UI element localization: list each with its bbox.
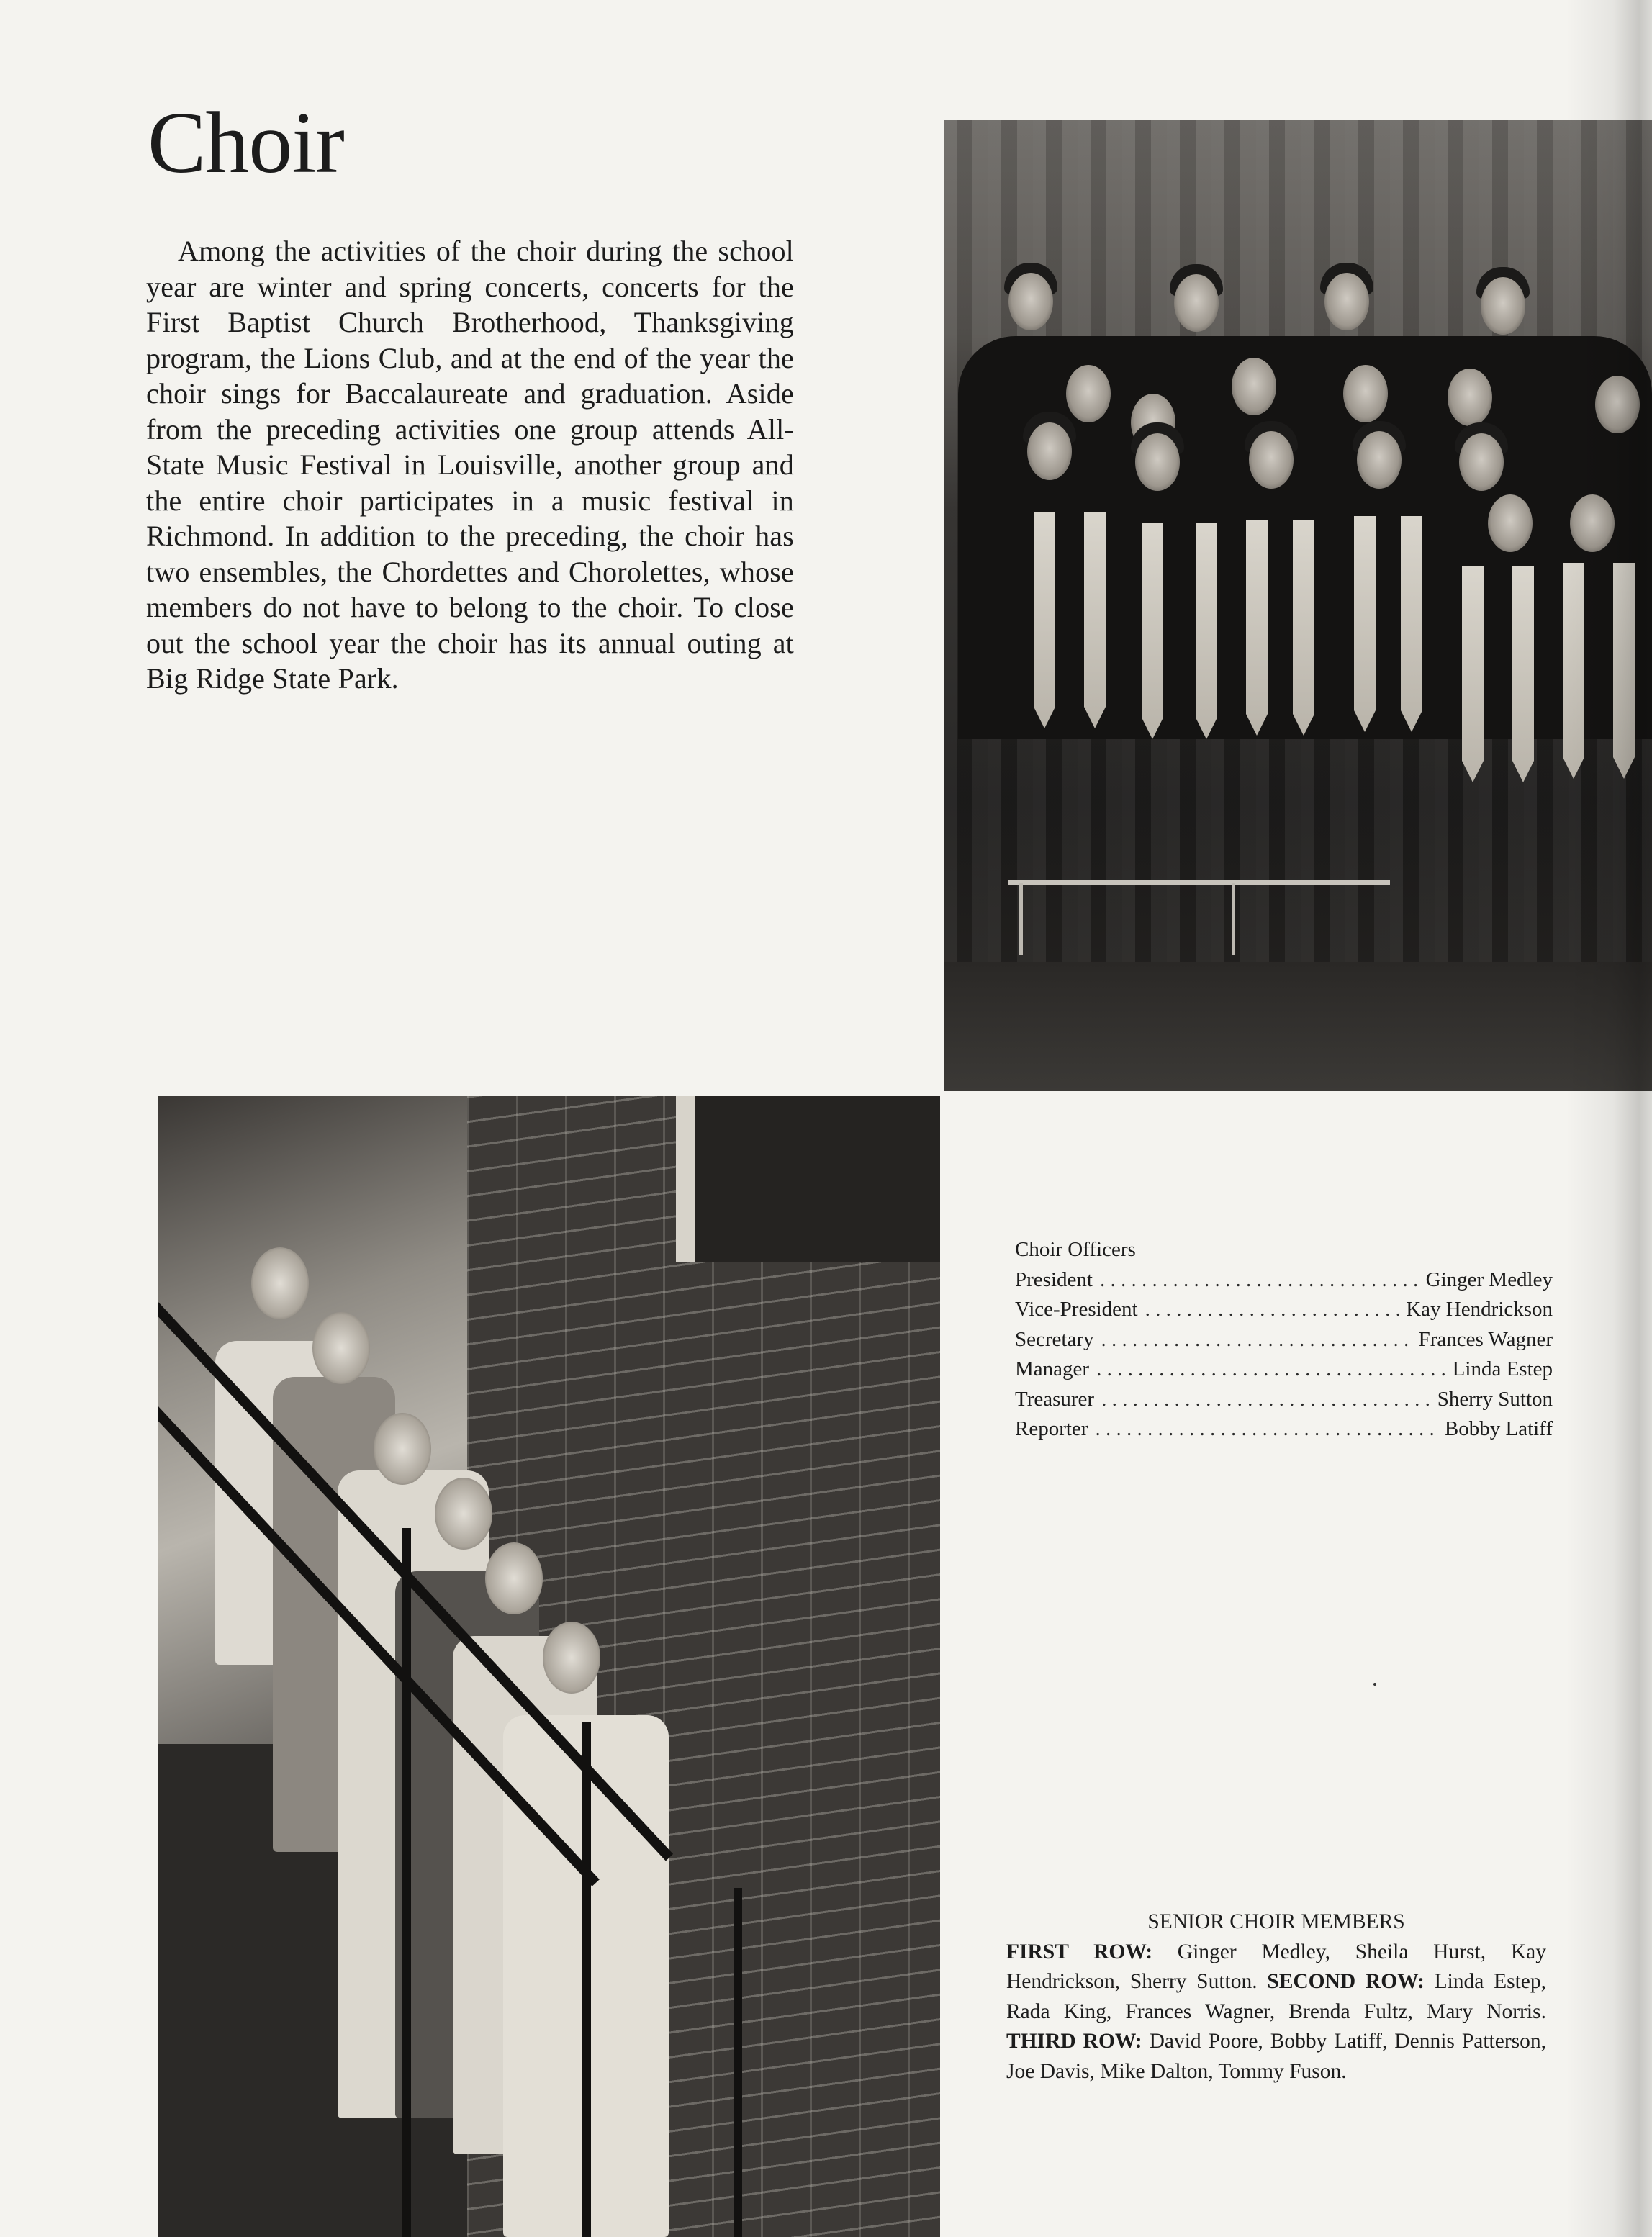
photo-head bbox=[485, 1542, 543, 1614]
photo-stole bbox=[1512, 566, 1534, 782]
photo-face bbox=[1174, 274, 1219, 332]
photo-stole bbox=[1084, 512, 1106, 728]
photo-head bbox=[374, 1413, 431, 1485]
photo-face bbox=[1481, 277, 1525, 335]
photo-head bbox=[312, 1312, 370, 1384]
officers-heading: Choir Officers bbox=[1015, 1238, 1136, 1261]
officer-row bbox=[1015, 1414, 1553, 1445]
photo-head bbox=[543, 1622, 600, 1694]
dot-leader bbox=[1096, 1355, 1448, 1385]
photo-face bbox=[1357, 431, 1402, 489]
officer-name: Frances Wagner bbox=[1418, 1327, 1553, 1351]
photo-stole bbox=[1293, 520, 1314, 736]
officer-role: Secretary bbox=[1015, 1327, 1094, 1351]
photo-stole bbox=[1246, 520, 1268, 736]
photo-stage-floor bbox=[944, 962, 1652, 1091]
row-names-third: David Poore, Bobby Latiff, Dennis Patterson, Joe Davis, Mike Dalton, Tommy Fuson. bbox=[1006, 2030, 1546, 2083]
page-title: Choir bbox=[148, 94, 344, 191]
photo-stole bbox=[1034, 512, 1055, 728]
photo-face bbox=[1324, 273, 1369, 330]
photo-rail-post bbox=[734, 1888, 742, 2237]
photo-stole bbox=[1462, 566, 1484, 782]
photo-face bbox=[1249, 431, 1294, 489]
dot-leader bbox=[1100, 1265, 1422, 1296]
officer-row bbox=[1015, 1385, 1553, 1415]
photo-head bbox=[435, 1478, 492, 1550]
photo-riser bbox=[1008, 880, 1390, 885]
photo-face bbox=[1448, 369, 1492, 426]
officer-row bbox=[1015, 1355, 1553, 1385]
officer-row bbox=[1015, 1265, 1553, 1296]
officer-role: Treasurer bbox=[1015, 1387, 1095, 1411]
photo-head bbox=[251, 1247, 309, 1319]
photo-stole bbox=[1142, 523, 1163, 739]
photo-riser-leg bbox=[1232, 883, 1235, 955]
members-caption bbox=[1006, 1938, 1546, 2087]
dot-leader bbox=[1101, 1325, 1414, 1355]
dot-leader bbox=[1145, 1295, 1402, 1325]
senior-choir-members bbox=[1006, 1907, 1546, 2087]
officers-stairs-photo bbox=[158, 1096, 940, 2237]
photo-face bbox=[1135, 433, 1180, 491]
photo-rail-post bbox=[402, 1528, 411, 2237]
dot-leader bbox=[1101, 1385, 1433, 1415]
photo-stole bbox=[1354, 516, 1376, 732]
photo-face bbox=[1027, 422, 1072, 480]
officer-name: Ginger Medley bbox=[1425, 1267, 1553, 1291]
officer-name: Bobby Latiff bbox=[1444, 1417, 1553, 1440]
officer-role: Vice-President bbox=[1015, 1298, 1138, 1321]
photo-stole bbox=[1401, 516, 1422, 732]
row-label-first: FIRST ROW: bbox=[1006, 1940, 1153, 1963]
photo-face bbox=[1008, 273, 1053, 330]
officer-name: Linda Estep bbox=[1452, 1357, 1553, 1380]
photo-face bbox=[1343, 365, 1388, 422]
photo-face bbox=[1595, 376, 1640, 433]
photo-face bbox=[1066, 365, 1111, 422]
row-label-second: SECOND ROW: bbox=[1267, 1970, 1425, 1993]
choir-officers-list bbox=[1015, 1235, 1553, 1445]
row-names-first: Ginger Medley, Sheila Hurst, Kay Hendrickson, Sherry Sutton. bbox=[1006, 1940, 1546, 1993]
officer-row bbox=[1015, 1325, 1553, 1355]
photo-window bbox=[676, 1096, 940, 1262]
photo-rail-post bbox=[582, 1722, 591, 2237]
photo-stole bbox=[1613, 563, 1635, 779]
photo-riser-leg bbox=[1019, 883, 1023, 955]
officer-name: Sherry Sutton bbox=[1437, 1387, 1553, 1411]
dot-leader bbox=[1095, 1414, 1440, 1445]
choir-group-photo bbox=[944, 120, 1652, 1091]
officer-role: President bbox=[1015, 1267, 1093, 1291]
intro-paragraph: Among the activities of the choir during the school year are winter and spring concerts, concerts for the First Baptist Church Brotherhood, Thanksgiving program, the Lions Club, and at the end of the year the choir sings for Baccalaureate and graduation. Aside from the preceding activities one group attends All-State Music Festival in Louisville, another group and the entire choir participates in a music festival in Richmond. In addition to the preceding, the choir has two ensembles, the Chordettes and Chorolettes, whose members do not have to belong to the choir. To close out the school year the choir has its annual outing at Big Ridge State Park. bbox=[146, 235, 794, 695]
photo-face bbox=[1459, 433, 1504, 491]
officer-role: Reporter bbox=[1015, 1417, 1088, 1440]
members-heading: SENIOR CHOIR MEMBERS bbox=[1147, 1910, 1405, 1933]
photo-stole bbox=[1563, 563, 1584, 779]
officer-role: Manager bbox=[1015, 1357, 1090, 1380]
officer-name: Kay Hendrickson bbox=[1406, 1298, 1553, 1321]
photo-face bbox=[1232, 358, 1276, 415]
photo-stole bbox=[1196, 523, 1217, 739]
row-label-third: THIRD ROW: bbox=[1006, 2030, 1142, 2053]
row-names-second: Linda Estep, Rada King, Frances Wagner, Brenda Fultz, Mary Norris. bbox=[1006, 1970, 1547, 2023]
photo-face bbox=[1488, 494, 1533, 552]
officer-row bbox=[1015, 1295, 1553, 1325]
photo-face bbox=[1570, 494, 1615, 552]
print-speck bbox=[1373, 1683, 1376, 1686]
